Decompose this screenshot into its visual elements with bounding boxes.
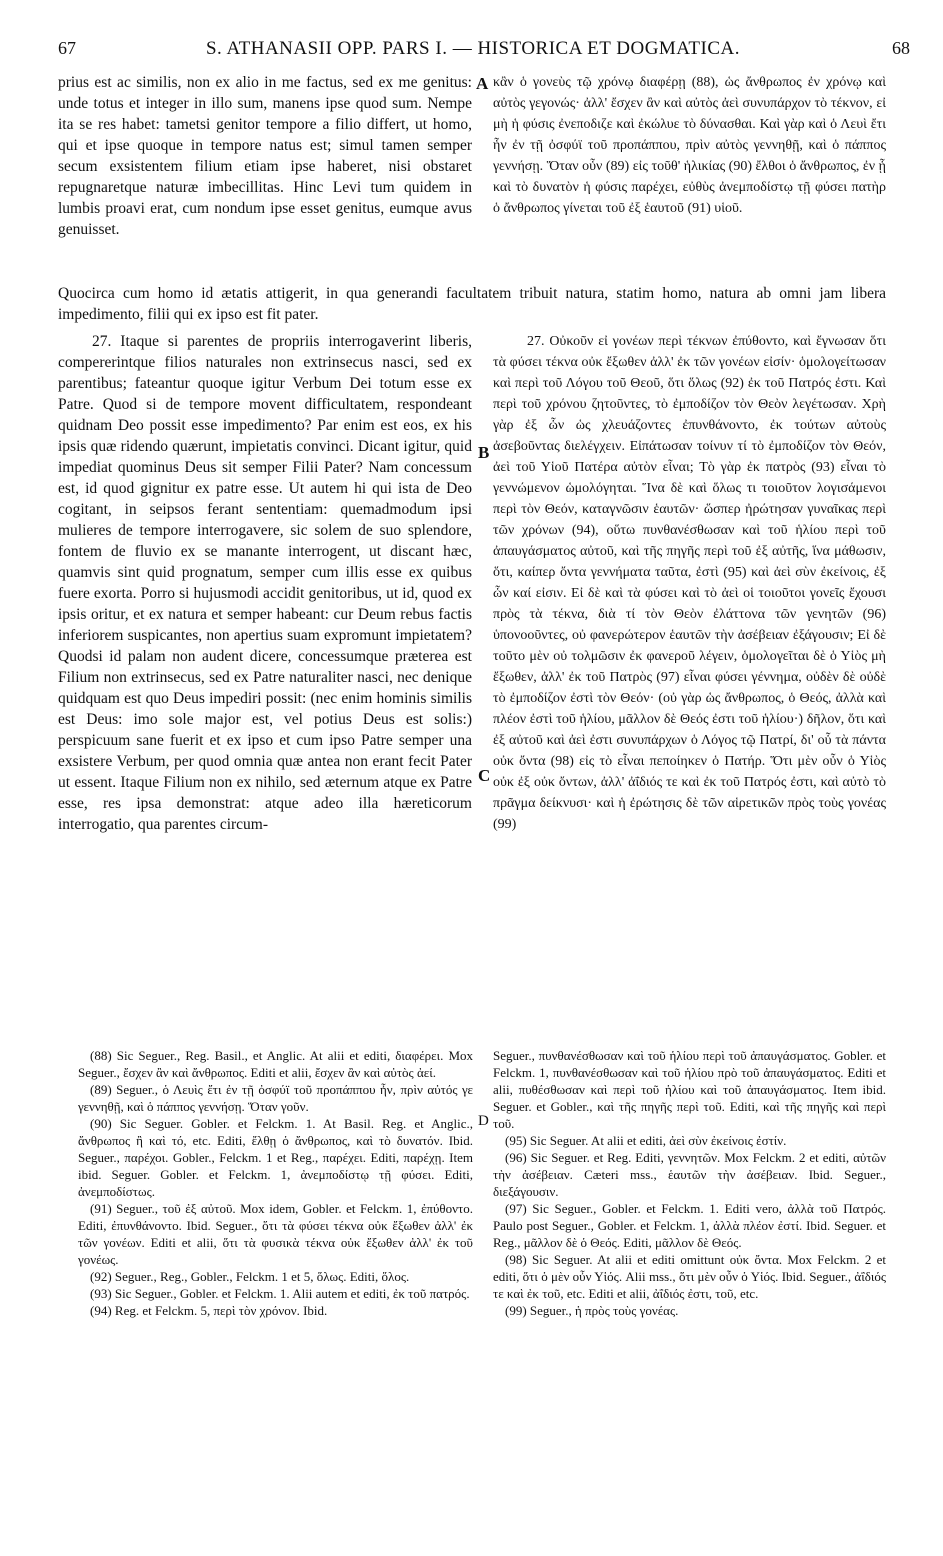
footnote-94: (94) Reg. et Felckm. 5, περὶ τὸν χρόνον. Ibid. (90, 1303, 328, 1318)
greek-paragraph-27: 27. Οὐκοῦν εἰ γονέων περὶ τέκνων ἐπύθοντο, καὶ ἔγνωσαν ὅτι τὰ φύσει τέκνα οὐκ ἔξωθεν ἀλλ' ἐκ τῶν γονέων εἰσίν· ὁμολογείτωσαν καὶ περὶ τοῦ Λόγου τοῦ Θεοῦ, ὅτι ὅλως (92) ἐκ τοῦ Πατρός ἐστι. Καὶ περὶ τοῦ χρόνου ζητοῦντες, τὸ ἐμποδίζον τὸν Θεὸν λεγέτωσαν. Χρὴ γὰρ ἐξ ὧν ὡς χλευάζοντες ἐπυνθάνοντο, ἐκ τούτων αὐτοὺς ἀσεβοῦντας διελέγχειν. Εἰπάτωσαν τοίνυν τί τὸ ἐμποδίζον τὸν Θεόν, ἀεὶ τοῦ Υἱοῦ Πατέρα αὐτὸν εἶναι; Τὸ γὰρ ἐκ πατρὸς (93) εἶναι τὸ γεννώμενον ὡμολόγηται. Ἵνα δὲ καὶ ὅλως τι τοιοῦτον λογισάμενοι περὶ τὸν Θεόν, καταγνῶσιν ἑαυτῶν· ὥσπερ ἠρώτησαν γυναῖκας περὶ τῶν χρόνων (94), οὕτω πυνθανέσθωσαν καὶ τοῦ ἡλίου περὶ τοῦ ἀπαυγάσματος αὐτοῦ, καὶ τῆς πηγῆς περὶ τοῦ ἐξ αὐτῆς, ἵνα μάθωσιν, ὅτι, καίπερ ὄντα γεννήματα ταῦτα, ἐστὶ (95) καὶ ἀεὶ σὺν ἐκείνοις, ἐξ ὧν καί εἰσιν. Εἰ δὲ καὶ τὰ φύσει καὶ τὸ ἀεὶ οἱ τοιοῦτοι γονεῖς ἔχουσι πρὸς τὰ τέκνα, διὰ τί τὸν Θεὸν ἐλάττονα τῶν γενητῶν (96) ὑπονοοῦντες, οὐ φανερώτερον ἑαυτῶν τὴν ἀσέβειαν ἐξάγουσιν; Εἰ δὲ τοῦτο μὲν οὐ τολμῶσιν ἐκ φανεροῦ λέγειν, ὁμολογεῖται δὲ ὁ Υἱὸς μὴ ἔξωθεν, ἀλλ' ἐκ τοῦ Πατρὸς (97) εἶναι φύσει γέννημα, οὐδὲν δὲ οὐδὲ τὸ ἐμποδίζον ἐστὶ τὸν Θεόν· (οὐ γὰρ ὡς ἄνθρωπος, ὁ Θεός, ἀλλὰ καὶ πλέον ἐστὶ τοῦ ἡλίου, μᾶλλον δὲ Θεός ἐστι τοῦ ἡλίου·) δῆλον, ὅτι καὶ ἐξ αὐτοῦ καὶ ἀεὶ ἐστι συνυπάρχων ὁ Λόγος τῷ Πατρί, δι' οὗ τὰ πάντα οὐκ ὄντα (98) εἰς τὸ εἶναι πεποίηκεν ὁ Πατήρ. Ὅτι μὲν οὖν ὁ Υἱὸς οὐκ ἐξ οὐκ ὄντων, ἀλλ' ἀΐδιός τε καὶ ἐκ τοῦ Πατρός ἐστι, καὶ αὐτὸ τὸ πρᾶγμα δείκνυσι· καὶ ἡ ἐρώτησις δὲ τῶν αἱρετικῶν πρὸς τοὺς γονέας (99) (493, 334, 886, 832)
footnote-94-continued: Seguer., πυνθανέσθωσαν καὶ τοῦ ἡλίου περὶ τοῦ ἀπαυγάσματος. Gobler. et Felckm. 1, πυνθανέσθωσαν καὶ τοῦ ἡλίου πρὸ τοῦ ἀπαυγάσματος. Editi et alii, πυθέσθωσαν καὶ περὶ τοῦ ἡλίου καὶ τοῦ ἀπαυγάσματος. Item ibid. Seguer. et Gobler., καὶ τῆς πηγῆς περὶ τοῦ. Editi, καὶ τῆς πηγῆς καὶ περὶ τοῦ. (493, 1048, 886, 1131)
footnote-95: (95) Sic Seguer. At alii et editi, ἀεὶ σὺν ἐκείνοις ἐστίν. (505, 1133, 787, 1148)
page-title: S. ATHANASII OPP. PARS I. — HISTORICA ET DOGMATICA. (205, 38, 741, 59)
footnote-97: (97) Sic Seguer., Gobler. et Felckm. 1. Editi vero, ἀλλὰ τοῦ Πατρός. Paulo post Seguer., Gobler. et Felckm. 1, ἀλλὰ πλέον ἐστί. Ibid. Seguer. et Reg., μᾶλλον δὲ ὁ Θεός. Editi, μᾶλλον δὲ Θεός. (493, 1201, 886, 1250)
section-marker-b: B (478, 443, 490, 462)
footnotes-right (493, 1047, 886, 1319)
footnote-90: (90) Sic Seguer. Gobler. et Felckm. 1. At Basil. Reg. et Anglic., ἄνθρωπος ἢ καὶ τό, etc. Editi, ἔλθῃ ὁ ἄνθρωπος, καὶ τὸ δυνατόν. Ibid. Seguer., παρέχοι. Gobler., Felckm. 1 et Reg., παρέχει. Editi, παρέχῃ. Item ibid. Seguer. Gobler. et Felckm. 1, ἀνεμποδίστῳ τῇ φύσει. Editi, ἀνεμποδίστως. (78, 1116, 473, 1199)
footnote-89: (89) Seguer., ὁ Λευὶς ἔτι ἐν τῇ ὀσφύϊ τοῦ προπάππου ἦν, πρὶν αὐτός γε γεννηθῇ, καὶ ὁ πάππος γεννήσῃ. Ὅταν γοῦν. (78, 1082, 473, 1114)
section-marker-c: C (478, 766, 491, 785)
footnote-99: (99) Seguer., ἡ πρὸς τοὺς γονέας. (505, 1303, 679, 1318)
section-marker-a: A (476, 74, 489, 93)
footnote-92: (92) Seguer., Reg., Gobler., Felckm. 1 et 5, ὅλως. Editi, ὅλος. (90, 1269, 410, 1284)
footnote-88: (88) Sic Seguer., Reg. Basil., et Anglic. At alii et editi, διαφέρει. Mox Seguer., ἔσχεν ἂν καὶ ἄνθρωπος. Editi et alii, ἔσχεν ἂν καὶ αὐτὸς ἀεί. (78, 1048, 473, 1080)
latin-paragraph-27: 27. Itaque si parentes de propriis interrogaverint liberis, compererintque filios naturales non extrinsecus nasci, sed ex parentibus; fateantur quoque igitur Verbum Dei totum esse ex Patre. Quod si de tempore movent difficultatem, respondeant quidnam Deo possit esse impedimento? Par enim est eos, ex his ipsis quæ ridendo quærunt, impietatis convinci. Dicant igitur, quid impediat quominus Deus sit semper Filii Pater? Nam concessum est, id quod gignitur ex patre esse. Ut autem hi qui ista de Deo cogitant, in seipsos ferant sententiam: quemadmodum ipsi mulieres de tempore interrogavere, sic solem de suo splendore, fontem de fluvio ex se manante interrogent, ut discant hæc, quamvis sint quid prognatum, semper cum illis esse ex quibus fuere exorta. Porro si hujusmodi accidit genitoribus, ut id, quod ex ipsis oritur, et ex natura et semper habeant: cur Deum rebus factis inferiorem suspicantes, non apertius suam expromunt impietatem? Quodsi id palam non audent dicere, concessumque præterea est Filium non extrinsecus, sed ex Patre naturaliter nasci, nec denique quidquam est quo Deus impediri possit: (nec enim hominis similis est Deus: imo sole major est, vel potius Deus est solis:) perspicuum sane fuerit et ex ipso et cum ipso Patre semper una exsistere Verbum, per quod omnia quæ antea non erant fecit Pater ut essent. Itaque Filium non ex nihilo, sed æternum atque ex Patre esse, res ipsa demonstrat: atque adeo illa hæreticorum interrogatio, qua parentes circum- (58, 333, 472, 833)
greek-column-main (493, 331, 886, 835)
running-header (58, 38, 910, 64)
greek-paragraph-top: κἂν ὁ γονεὺς τῷ χρόνῳ διαφέρῃ (88), ὡς ἄνθρωπος ἐν χρόνῳ καὶ αὐτὸς γεγονώς· ἀλλ' ἔσχεν ἂν καὶ αὐτὸς ἀεὶ συνυπάρχον τὸ τέκνον, εἰ μὴ ἡ φύσις ἐνεποδιζε καὶ ἐκώλυε τὸ δύνασθαι. Καὶ γὰρ καὶ ὁ Λευὶ ἔτι ἦν ἐν τῇ ὀσφύϊ τοῦ προπάππου, πρὶν αὐτὸς γεννηθῇ, καὶ ὁ πάππος γεννήσῃ. Ὅταν οὖν (89) εἰς τοῦθ' ἡλικίας (90) ἔλθοι ὁ ἄνθρωπος, ἐν ᾗ καὶ τὸ δυνατὸν ἡ φύσις παρέχει, εὐθὺς ἀνεμποδίστῳ τῇ φύσει πατὴρ ὁ ἄνθρωπος γίνεται τοῦ ἐξ ἑαυτοῦ (91) υἱοῦ. (493, 75, 886, 216)
section-marker-d: D (478, 1113, 489, 1129)
latin-paragraph-top: prius est ac similis, non ex alio in me factus, sed ex me genitus: unde totus et integer in illo sum, manens ipse quod sum. Nempe ita se res habet: tametsi genitor tempore a filio differt, ut homo, qui et ipse quoque in tempore natus est; simul tamen semper secum exsistentem filium etiam ipse haberet, nisi obstaret repugnaretque naturæ imbecillitas. Hinc Levi tum quidem in lumbis proavi erat, cum nondum ipse esset genitus, eumque avus genuisset. (58, 74, 472, 238)
footnote-91: (91) Seguer., τοῦ ἐξ αὐτοῦ. Mox idem, Gobler. et Felckm. 1, ἐπύθοντο. Editi, ἐπυνθάνοντο. Ibid. Seguer., ὅτι τὰ φύσει τέκνα οὐκ ἔξωθεν ἀλλ' ἐκ τῶν γονέων. Editi et alii, ὅτι τὰ φυσικὰ τέκνα οὐκ ἔξωθεν ἀλλ' ἐκ τοῦ γονέως. (78, 1201, 473, 1267)
latin-column-main (58, 331, 472, 835)
footnote-93: (93) Sic Seguer., Gobler. et Felckm. 1. Alii autem et editi, ἐκ τοῦ πατρός. (90, 1286, 470, 1301)
latin-wide-paragraph: Quocirca cum homo id ætatis attigerit, in qua generandi facultatem tribuit natura, statim homo, natura ab omni jam libera impedimento, filii qui ex ipso est fit pater. (58, 285, 886, 323)
footnote-96: (96) Sic Seguer. et Reg. Editi, γεννητῶν. Mox Felckm. 2 et editi, αὐτῶν τὴν ἀσέβειαν. Cæteri mss., ἑαυτῶν τὴν ἀσέβειαν. Ibid. Seguer., διεξάγουσιν. (493, 1150, 886, 1199)
footnotes-left (78, 1047, 473, 1319)
latin-column-top (58, 72, 472, 240)
page-number-right: 68 (892, 38, 910, 58)
page-number-left: 67 (58, 38, 76, 58)
footnote-98: (98) Sic Seguer. At alii et editi omittunt οὐκ ὄντα. Mox Felckm. 2 et editi, ὅτι ὁ μὲν οὖν Υἱός. Alii mss., ὅτι μὲν οὖν ὁ Υἱός. Ibid. Seguer., ἀΐδιός τε καὶ ἐκ τοῦ, etc. Editi et alii, ἀΐδιός ἐστι, τοῦ, etc. (493, 1252, 886, 1301)
greek-column-top (493, 72, 886, 219)
